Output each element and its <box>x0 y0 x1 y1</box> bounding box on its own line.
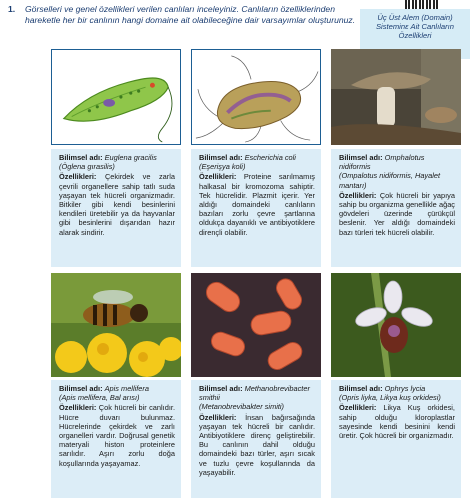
scientific-name-alt: (Ompalotus nidiformis, Hayalet mantarı) <box>339 171 441 190</box>
name-label: Bilimsel adı: <box>59 153 103 162</box>
features-label: Özellikleri: <box>199 172 237 182</box>
description: Çok hücreli bir canlıdır. Hücre duvarı bulunmaz. Hücrelerinde çekirdek ve zarlı organelleri vardır. Doğrusal genetik materyali histon proteinlere sarılıdır. Aşırı zorlu doğa koşullarında yaşayamaz. <box>59 403 175 468</box>
euglena-image <box>51 49 181 145</box>
scientific-name: Euglena gracilis <box>104 153 157 162</box>
side-note-line: Özellikleri <box>398 31 432 41</box>
description: Proteine sarılmamış halkasal bir kromozoma sahiptir. Tek hücrelidir. Plazmit içerir. Yer aldığı domaindeki canlıların bazıları zorlu çevre şartlarına oldukça dayanıklı ve antibiyotiklere dirençli olabilir. <box>199 172 315 237</box>
scientific-name: Methanobrevibacter smithii <box>199 384 310 403</box>
features-label: Özellikleri: <box>59 172 97 182</box>
side-note-line: Sisteminε Ait Canlıların <box>375 22 455 32</box>
info-card-euglena <box>51 149 181 267</box>
bee-image <box>51 273 181 377</box>
description: Çekirdek ve zarla çevrili organellere sahip tatlı suda yaşayan tek hücreli organizmadır. Bitkiler gibi kendi besinlerini kendileri üretebilir ya da hayvanlar gibi besinlerini dışarıdan hazır alarak sindirir. <box>59 172 175 237</box>
side-note-line: Üç Üst Alem (Domain) <box>377 13 453 22</box>
scientific-name: Ophrys lycia <box>384 384 426 393</box>
scientific-name-alt: (Opris liyka, Likya kuş orkidesi) <box>339 393 441 403</box>
features-label: Özellikleri: <box>339 403 377 413</box>
features-label: Özellikleri: <box>59 403 97 413</box>
description: Likya Kuş orkidesi, sahip olduğu kloroplastlar sayesinde kendi besinini kendi üretir. Çok hücreli bir organizmadır. <box>339 403 455 441</box>
question-text: Görselleri ve genel özellikleri verilen canlıları inceleyiniz. Canlıların özelliklerinden hareketle her bir canlının hangi domaine ait olabileceğine dair varsayımlar oluşturunuz. <box>25 4 356 25</box>
name-label: Bilimsel adı: <box>339 384 383 393</box>
description: Çok hücreli bir yapıya sahip bu organizma genellikle ağaç gövdeleri üzerinde çürükçül beslenir. Yer aldığı domaindeki bazı türleri tek hücreli olabilir. <box>339 190 455 237</box>
question-number: 1. <box>8 4 16 14</box>
info-card-methanobrevibacter <box>191 380 321 498</box>
description: İnsan bağırsağında yaşayan tek hücreli bir canlıdır. Antibiyotiklere direnç geliştirebilir. Bu canlının dahil olduğu domaindeki bazı türler, aşırı sıcak ve tuzlu çevre koşullarında da yaşayabilir. <box>199 412 315 477</box>
scientific-name: Apis mellifera <box>104 384 149 393</box>
features-label: Özellikleri: <box>339 190 377 200</box>
name-label: Bilimsel adı: <box>199 384 243 393</box>
info-card-bee <box>51 380 181 498</box>
scientific-name-alt: (Apis mellifera, Bal arısı) <box>59 393 140 403</box>
methanobrevibacter-image <box>191 273 321 377</box>
name-label: Bilimsel adı: <box>199 153 243 162</box>
name-label: Bilimsel adı: <box>59 384 103 393</box>
scientific-name-alt: (Metanobrevibakter simiti) <box>199 402 285 412</box>
ecoli-image <box>191 49 321 145</box>
scientific-name-alt: (Öglena gırasilis) <box>59 162 115 172</box>
info-card-orchid <box>331 380 461 498</box>
orchid-image <box>331 273 461 377</box>
question <box>8 4 358 25</box>
info-card-mushroom <box>331 149 461 267</box>
features-label: Özellikleri: <box>199 412 237 422</box>
scientific-name: Omphalotus nidiformis <box>339 153 425 172</box>
scientific-name-alt: (Eşerişya koli) <box>199 162 246 172</box>
mushroom-image <box>331 49 461 145</box>
name-label: Bilimsel adı: <box>339 153 383 162</box>
info-card-ecoli <box>191 149 321 267</box>
scientific-name: Escherichia coli <box>244 153 296 162</box>
